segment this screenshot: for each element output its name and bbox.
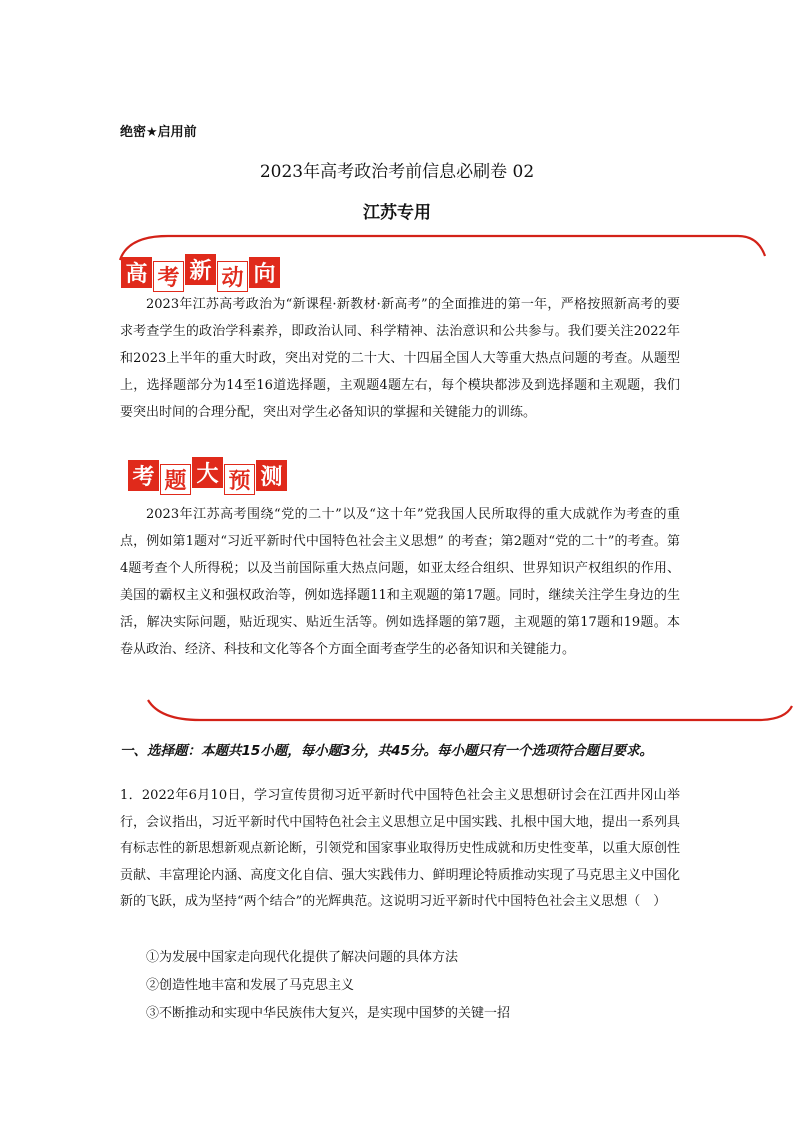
forecast-badge: 测 (256, 460, 287, 491)
forecast-badge: 预 (224, 464, 255, 495)
question-1-option: ③不断推动和实现中华民族伟大复兴，是实现中国梦的关键一招 (146, 1006, 511, 1021)
trend-paragraph: 2023年江苏高考政治为“新课程·新教材·新高考”的全面推进的第一年，严格按照新高考的要求考查学生的政治学科素养，即政治认同、科学精神、法治意识和公共参与。我们要关注2022年和2023上半年的重大时政，突出对党的二十大、十四届全国人大等重大热点问题的考查。从题型上，选择题部分为14至16道选择题，主观题4题左右，每个模块都涉及到选择题和主观题，我们要突出时间的合理分配，突出对学生必备知识的掌握和关键能力的训练。 (120, 297, 680, 420)
trend-badge: 新 (185, 254, 216, 285)
trend-badge: 动 (217, 261, 248, 292)
forecast-paragraph: 2023年江苏高考围绕“党的二十”以及“这十年”党我国人民所取得的重大成就作为考查的重点，例如第1题对“习近平新时代中国特色社会主义思想” 的考查；第2题对“党的二十”的考查。第4题考查个人所得税；以及当前国际重大热点问题，如亚太经合组织、世界知识产权组织的作用、美国的霸权主义和强权政治等，例如选择题11和主观题的第17题。同时，继续关注学生身边的生活，解决实际问题，贴近现实、贴近生活等。例如选择题的第7题，主观题的第17题和19题。本卷从政治、经济、科技和文化等各个方面全面考查学生的必备知识和关键能力。 (120, 507, 680, 657)
question-1-option: ②创造性地丰富和发展了马克思主义 (146, 978, 355, 993)
forecast-badge: 考 (128, 460, 159, 491)
question-1-stem: 1．2022年6月10日，学习宣传贯彻习近平新时代中国特色社会主义思想研讨会在江西井冈山举行，会议指出，习近平新时代中国特色社会主义思想立足中国实践、扎根中国大地，提出一系列具有标志性的新思想新观点新论断，引领党和国家事业取得历史性成就和历史性变革，以重大原创性贡献、丰富理论内涵、高度文化自信、强大实践伟力、鲜明理论特质推动实现了马克思主义中国化新的飞跃，成为坚持“两个结合”的光辉典范。这说明习近平新时代中国特色社会主义思想（ ） (120, 788, 680, 909)
page-title: 2023年高考政治考前信息必刷卷 02 (259, 162, 535, 182)
trend-badge-row (121, 257, 281, 291)
section-heading: 一、选择题：本题共15小题，每小题3分，共45分。每小题只有一个选项符合题目要求。 (120, 743, 653, 759)
forecast-badge: 大 (192, 457, 223, 488)
forecast-badge: 题 (160, 464, 191, 495)
forecast-badge-row (128, 460, 288, 494)
frame-bottom-curve (148, 700, 792, 720)
question-1-option: ①为发展中国家走向现代化提供了解决问题的具体方法 (146, 950, 459, 965)
question-1-options (146, 944, 510, 1028)
trend-badge: 向 (249, 257, 280, 288)
secret-label: 绝密★启用前 (120, 125, 197, 140)
trend-badge: 考 (153, 261, 184, 292)
page-subtitle: 江苏专用 (363, 203, 431, 223)
trend-badge: 高 (121, 257, 152, 288)
